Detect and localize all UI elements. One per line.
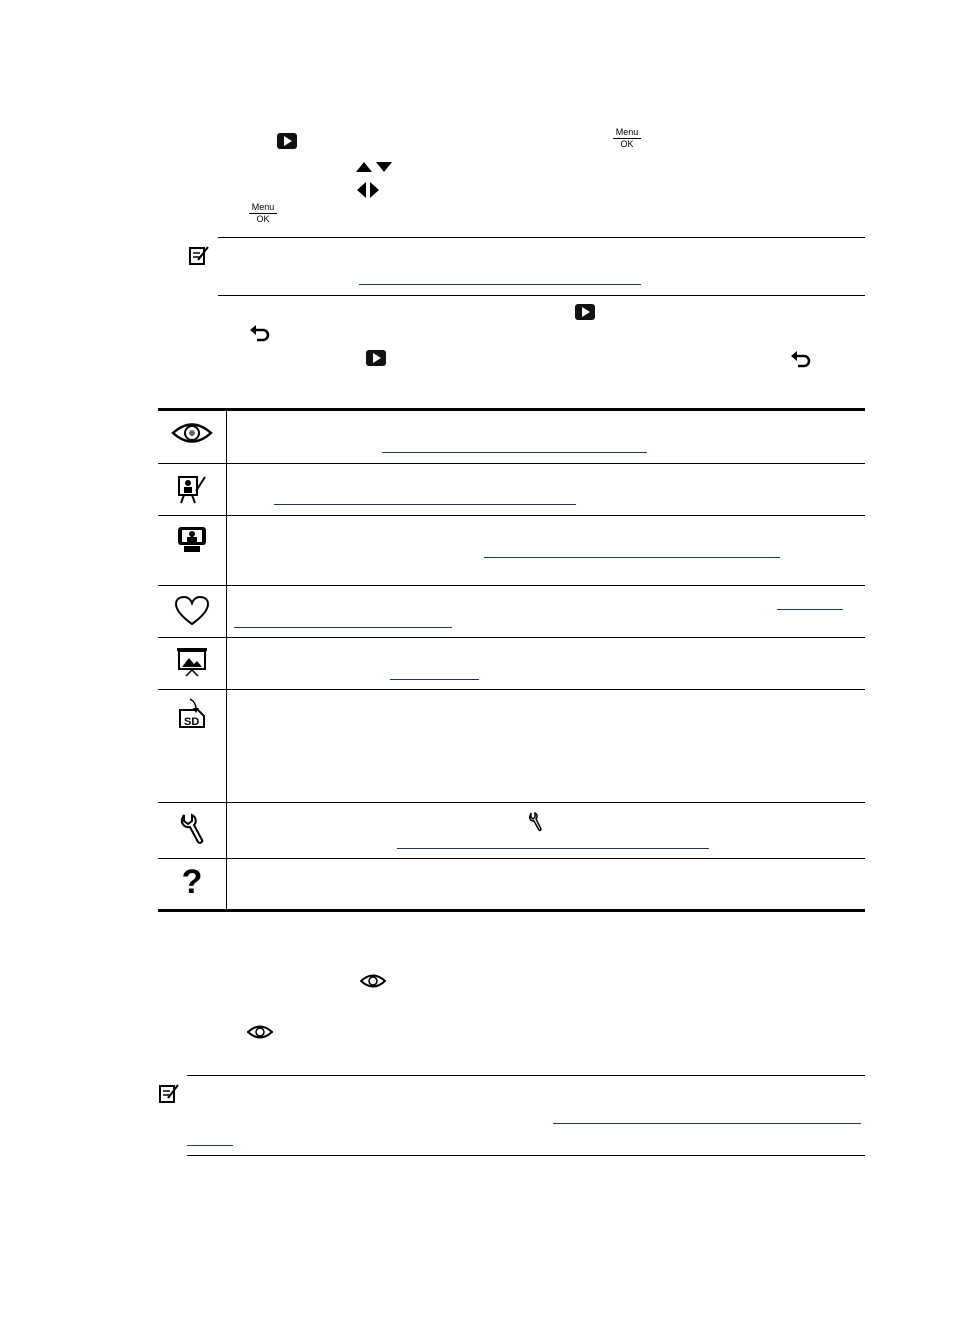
table-row-divider bbox=[158, 463, 865, 464]
table-link[interactable] bbox=[390, 679, 479, 680]
eye-icon bbox=[360, 972, 386, 990]
note-divider-top bbox=[187, 1075, 865, 1076]
sd-card-icon bbox=[176, 697, 208, 729]
playback-icon bbox=[575, 304, 595, 320]
note-link[interactable] bbox=[553, 1123, 861, 1124]
table-bottom-border bbox=[158, 909, 865, 912]
up-down-arrows-icon bbox=[356, 160, 394, 174]
heart-icon bbox=[174, 595, 210, 627]
note-icon bbox=[158, 1082, 180, 1104]
photo-print-icon bbox=[176, 525, 208, 553]
wrench-icon bbox=[178, 812, 206, 844]
table-link[interactable] bbox=[397, 848, 709, 849]
table-column-divider bbox=[226, 411, 227, 910]
table-link[interactable] bbox=[234, 627, 452, 628]
eye-icon bbox=[171, 420, 213, 446]
table-top-border bbox=[158, 408, 865, 411]
note-divider-top bbox=[218, 237, 865, 238]
left-right-arrows-icon bbox=[356, 182, 380, 200]
menu-ok-icon: Menu OK bbox=[249, 203, 277, 224]
back-arrow-icon bbox=[790, 350, 812, 370]
back-arrow-icon bbox=[249, 324, 271, 344]
table-row-divider bbox=[158, 637, 865, 638]
easel-icon bbox=[176, 473, 208, 505]
note-divider-bottom bbox=[187, 1155, 865, 1156]
table-row-divider bbox=[158, 515, 865, 516]
table-link[interactable] bbox=[274, 504, 576, 505]
slideshow-icon bbox=[176, 646, 208, 678]
table-row-divider bbox=[158, 689, 865, 690]
table-link[interactable] bbox=[382, 452, 647, 453]
note-link[interactable] bbox=[187, 1145, 233, 1146]
svg-text:SD: SD bbox=[184, 716, 200, 728]
table-link[interactable] bbox=[777, 609, 843, 610]
note-divider-bottom bbox=[218, 295, 865, 296]
table-link[interactable] bbox=[484, 557, 780, 558]
wrench-icon bbox=[527, 812, 543, 832]
table-row-divider bbox=[158, 802, 865, 803]
playback-icon bbox=[277, 133, 297, 149]
note-icon bbox=[188, 244, 210, 266]
table-row-divider bbox=[158, 585, 865, 586]
playback-icon bbox=[366, 350, 386, 366]
eye-icon bbox=[247, 1023, 273, 1041]
menu-ok-icon: Menu OK bbox=[613, 128, 641, 149]
note-link[interactable] bbox=[359, 284, 641, 285]
table-row-divider bbox=[158, 858, 865, 859]
question-mark-icon: ? bbox=[181, 863, 203, 901]
